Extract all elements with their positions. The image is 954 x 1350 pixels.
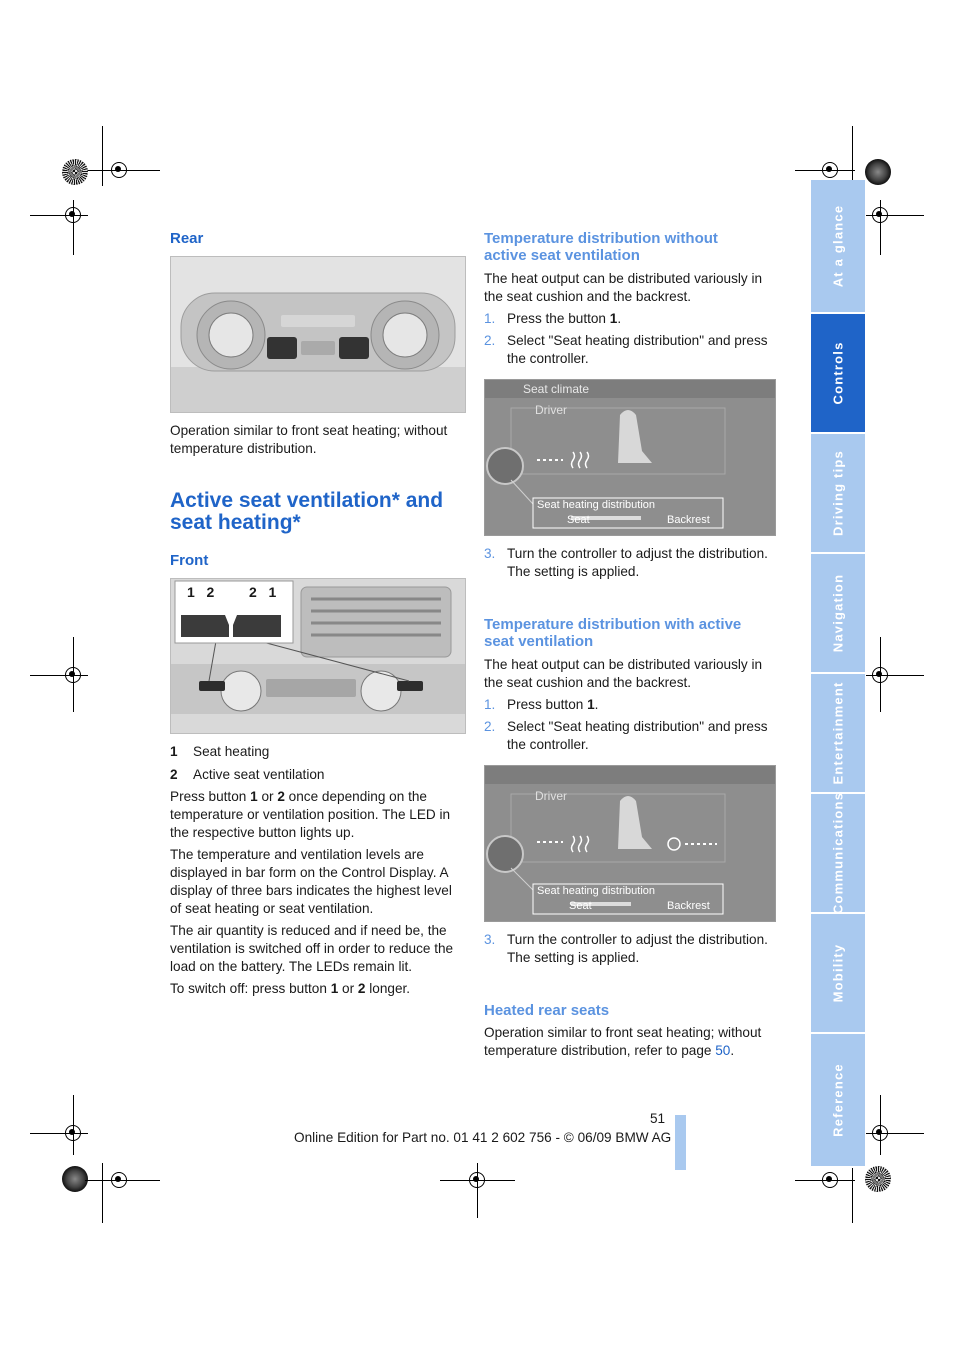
tab-navigation[interactable]: Navigation: [811, 554, 865, 674]
paragraph: To switch off: press button 1 or 2 longer.: [170, 981, 411, 996]
legend-item: 1 Seat heating: [170, 744, 270, 759]
screen-backrest-label: Backrest: [667, 514, 710, 526]
front-heading: Front: [170, 552, 209, 569]
rear-text: Operation similar to front seat heating; without temperature distribution.: [170, 423, 448, 456]
section-title: Active seat ventilation* and seat heating*: [170, 489, 444, 534]
tab-mobility[interactable]: Mobility: [811, 914, 865, 1034]
temp-dist-with-text: The heat output can be distributed variously in the seat cushion and the backrest.: [484, 657, 763, 690]
callout-numbers: 1 2: [187, 584, 215, 600]
rear-console-illustration: [171, 257, 465, 412]
screen-driver-label: Driver: [535, 403, 567, 417]
seat-climate-screen-1: [484, 379, 776, 536]
screen-seat-label: Seat: [567, 514, 590, 526]
step-3-block: [484, 545, 776, 585]
step-item: 1. Press button 1.: [484, 697, 599, 712]
tab-driving-tips[interactable]: Driving tips: [811, 434, 865, 554]
screen-dist-label: Seat heating distribution: [537, 499, 656, 511]
screen-driver-label: Driver: [535, 789, 567, 803]
rear-heading: Rear: [170, 230, 204, 247]
front-controls-figure: [170, 578, 466, 734]
screen-backrest-label: Backrest: [667, 900, 710, 912]
step-item: 2. Select "Seat heating distribution" and press the controller.: [484, 333, 768, 366]
step-item: 2. Select "Seat heating distribution" and press the controller.: [484, 719, 768, 752]
screen-seat-label: Seat: [569, 900, 592, 912]
step-item: 3. Turn the controller to adjust the distribution. The setting is applied.: [484, 932, 768, 965]
steps-list: [484, 310, 776, 372]
seat-climate-screen-2: [484, 765, 776, 922]
front-console-illustration: [171, 579, 465, 733]
rear-controls-figure: [170, 256, 466, 413]
page-marker-bar: [675, 1115, 686, 1170]
step-3-block-2: [484, 931, 776, 971]
legend-list: [170, 743, 470, 789]
paragraph: The air quantity is reduced and if need be, the ventilation is switched off in order to reduce the load on the battery. The LEDs remain lit.: [170, 923, 454, 974]
screen-dist-label: Seat heating distribution: [537, 885, 656, 897]
steps-list-2: [484, 696, 776, 758]
control-display-graphic-2: [485, 766, 775, 921]
edition-line: Online Edition for Part no. 01 41 2 602 756 - © 06/09 BMW AG: [294, 1130, 672, 1145]
screen-title: Seat climate: [523, 382, 590, 396]
heated-rear-seats-heading: Heated rear seats: [484, 1002, 610, 1019]
control-display-graphic: [485, 380, 775, 535]
page-reference-link[interactable]: 50: [715, 1043, 731, 1058]
step-item: 1. Press the button 1.: [484, 311, 622, 326]
tab-at-a-glance[interactable]: At a glance: [811, 180, 865, 314]
tab-reference[interactable]: Reference: [811, 1034, 865, 1168]
step-item: 3. Turn the controller to adjust the distribution. The setting is applied.: [484, 546, 768, 579]
temp-dist-without-text: The heat output can be distributed variously in the seat cushion and the backrest.: [484, 271, 763, 304]
heated-rear-seats-text: Operation similar to front seat heating; without temperature distribution, refer to page 50.: [484, 1025, 762, 1058]
paragraph: Press button 1 or 2 once depending on the temperature or ventilation position. The LED in the respective button lights up.: [170, 789, 451, 840]
tab-entertainment[interactable]: Entertainment: [811, 674, 865, 794]
temp-dist-without-heading: Temperature distribution without active seat ventilation: [484, 230, 718, 264]
legend-item: 2 Active seat ventilation: [170, 767, 325, 782]
temp-dist-with-heading: Temperature distribution with active seat ventilation: [484, 616, 742, 650]
front-body-text: [170, 788, 462, 1002]
page-number: 51: [650, 1111, 666, 1126]
paragraph: The temperature and ventilation levels are displayed in bar form on the Control Display. A display of three bars indicates the highest level of seat heating or seat ventilation.: [170, 847, 452, 916]
tab-controls[interactable]: Controls: [811, 314, 865, 434]
callout-numbers-right: 2 1: [249, 584, 277, 600]
tab-communications[interactable]: Communications: [811, 794, 865, 914]
